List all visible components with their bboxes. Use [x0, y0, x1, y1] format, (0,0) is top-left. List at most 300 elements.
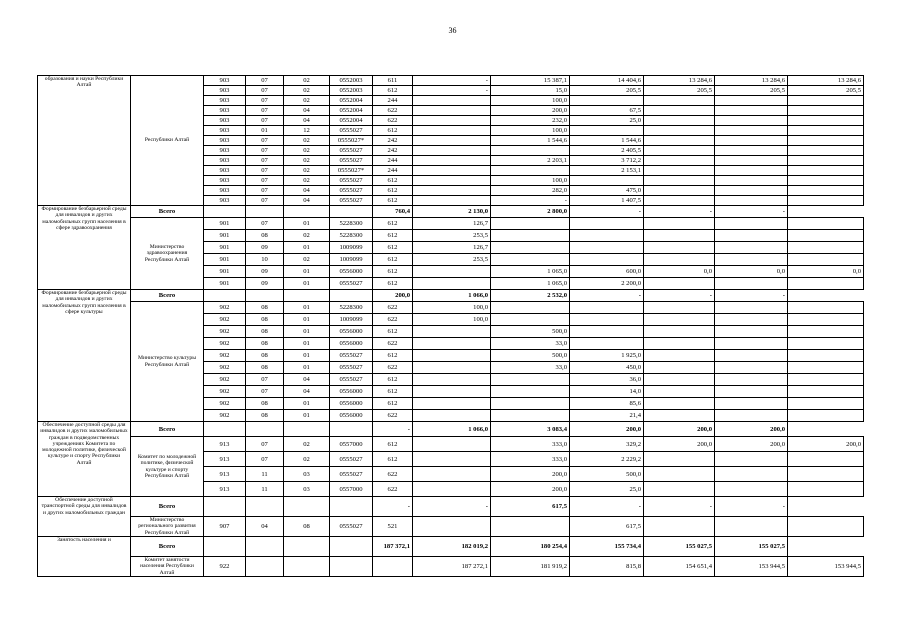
amount-cell — [644, 362, 715, 374]
amount-cell — [413, 386, 491, 398]
amount-cell: 13 284,6 — [788, 76, 864, 86]
code-cell: 902 — [204, 362, 246, 374]
code-cell: 07 — [246, 218, 284, 230]
amount-cell — [715, 338, 788, 350]
code-cell — [330, 557, 373, 577]
total-cell — [330, 290, 373, 302]
measure-cell: Формирование безбарьерной среды для инвалидов и других маломобильных групп населения в сфере здравоохранения — [38, 206, 131, 290]
code-cell: 913 — [204, 482, 246, 497]
amount-cell — [644, 326, 715, 338]
amount-cell — [644, 386, 715, 398]
amount-cell — [715, 156, 788, 166]
code-cell: 612 — [373, 218, 413, 230]
code-cell: 612 — [373, 176, 413, 186]
code-cell: 902 — [204, 326, 246, 338]
code-cell: 0555027 — [330, 362, 373, 374]
code-cell: 11 — [246, 467, 284, 482]
code-cell: 913 — [204, 452, 246, 467]
amount-cell: 475,0 — [570, 186, 644, 196]
total-row — [38, 497, 864, 517]
amount-cell: 153 944,5 — [715, 557, 788, 577]
total-cell — [246, 206, 284, 218]
total-cell: - — [373, 422, 413, 437]
amount-cell: 205,5 — [788, 86, 864, 96]
amount-cell — [715, 482, 788, 497]
amount-cell — [570, 218, 644, 230]
amount-cell — [491, 242, 570, 254]
amount-cell — [644, 136, 715, 146]
measure-cell: Занятость населения и — [38, 537, 131, 577]
amount-cell: 1 065,0 — [491, 266, 570, 278]
code-cell: 09 — [246, 266, 284, 278]
amount-cell — [788, 106, 864, 116]
code-cell: 902 — [204, 314, 246, 326]
amount-cell — [644, 278, 715, 290]
amount-cell — [715, 302, 788, 314]
total-cell — [246, 422, 284, 437]
code-cell: 08 — [246, 398, 284, 410]
code-cell: 07 — [246, 136, 284, 146]
total-cell: 182 019,2 — [413, 537, 491, 557]
code-cell: 07 — [246, 452, 284, 467]
total-cell: 200,0 — [644, 422, 715, 437]
total-cell: - — [570, 206, 644, 218]
code-cell: 08 — [284, 517, 330, 537]
code-cell: 612 — [373, 186, 413, 196]
code-cell: 903 — [204, 156, 246, 166]
executor-cell: Министерство регионального развития Республики Алтай — [131, 517, 204, 537]
amount-cell: 0,0 — [644, 266, 715, 278]
code-cell: 01 — [284, 362, 330, 374]
code-cell: 07 — [246, 116, 284, 126]
amount-cell — [788, 482, 864, 497]
measure-cell: Обеспечение доступной среды для инвалидов и других маломобильных граждан в подведомственных учреждениях Комитета по молодежной политике, физической культуре и спорту Республики Алтай — [38, 422, 131, 497]
amount-cell — [788, 254, 864, 266]
total-cell — [284, 537, 330, 557]
code-cell: 612 — [373, 126, 413, 136]
amount-cell: 500,0 — [491, 350, 570, 362]
code-cell: 903 — [204, 86, 246, 96]
amount-cell — [491, 146, 570, 156]
amount-cell — [644, 482, 715, 497]
amount-cell — [788, 326, 864, 338]
amount-cell: - — [413, 86, 491, 96]
code-cell: 0557000 — [330, 482, 373, 497]
total-cell: 2 532,0 — [491, 290, 570, 302]
code-cell: 622 — [373, 106, 413, 116]
amount-cell — [644, 96, 715, 106]
amount-cell: 14 404,6 — [570, 76, 644, 86]
table-row — [38, 302, 864, 314]
amount-cell — [788, 176, 864, 186]
code-cell: 04 — [284, 386, 330, 398]
code-cell: 612 — [373, 386, 413, 398]
amount-cell: 33,0 — [491, 338, 570, 350]
code-cell: 07 — [246, 76, 284, 86]
table-row — [38, 517, 864, 537]
code-cell: 5228300 — [330, 302, 373, 314]
amount-cell — [788, 517, 864, 537]
amount-cell: 25,0 — [570, 482, 644, 497]
code-cell: 611 — [373, 76, 413, 86]
code-cell: 07 — [246, 196, 284, 206]
total-label: Всего — [131, 497, 204, 517]
code-cell: 08 — [246, 314, 284, 326]
amount-cell: 100,0 — [413, 302, 491, 314]
amount-cell — [491, 398, 570, 410]
total-cell: - — [570, 497, 644, 517]
code-cell: 901 — [204, 230, 246, 242]
amount-cell: 14,0 — [570, 386, 644, 398]
amount-cell — [788, 136, 864, 146]
amount-cell — [715, 452, 788, 467]
code-cell: 02 — [284, 146, 330, 156]
code-cell: 07 — [246, 156, 284, 166]
amount-cell — [644, 452, 715, 467]
code-cell: 5228300 — [330, 230, 373, 242]
amount-cell: 100,0 — [491, 96, 570, 106]
amount-cell — [788, 278, 864, 290]
amount-cell — [413, 452, 491, 467]
total-cell — [246, 497, 284, 517]
code-cell: 04 — [284, 186, 330, 196]
code-cell: 01 — [284, 242, 330, 254]
code-cell: 612 — [373, 452, 413, 467]
page-number: 36 — [448, 26, 457, 35]
code-cell: 03 — [284, 482, 330, 497]
code-cell: 01 — [284, 314, 330, 326]
code-cell: 612 — [373, 350, 413, 362]
amount-cell — [491, 166, 570, 176]
measure-cell: Формирование безбарьерной среды для инвалидов и других маломобильных групп населения в сфере культуры — [38, 290, 131, 422]
code-cell: 02 — [284, 156, 330, 166]
amount-cell — [788, 186, 864, 196]
code-cell: 07 — [246, 146, 284, 156]
code-cell: 08 — [246, 302, 284, 314]
amount-cell — [570, 254, 644, 266]
amount-cell — [715, 314, 788, 326]
amount-cell — [413, 106, 491, 116]
amount-cell: 2 153,1 — [570, 166, 644, 176]
amount-cell — [491, 218, 570, 230]
code-cell: 0555027 — [330, 517, 373, 537]
amount-cell — [491, 386, 570, 398]
code-cell: 244 — [373, 96, 413, 106]
measure-cell: образования и науки Республики Алтай — [38, 76, 131, 206]
code-cell: 612 — [373, 266, 413, 278]
code-cell: 01 — [284, 350, 330, 362]
total-cell: 200,0 — [570, 422, 644, 437]
amount-cell: 333,0 — [491, 452, 570, 467]
code-cell: 11 — [246, 482, 284, 497]
code-cell: 0555027* — [330, 166, 373, 176]
amount-cell — [788, 156, 864, 166]
code-cell: 0556000 — [330, 410, 373, 422]
code-cell: 0555027 — [330, 126, 373, 136]
amount-cell — [715, 386, 788, 398]
code-cell: 5228300 — [330, 218, 373, 230]
amount-cell — [715, 146, 788, 156]
code-cell: 244 — [373, 166, 413, 176]
amount-cell: 15,0 — [491, 86, 570, 96]
amount-cell: 282,0 — [491, 186, 570, 196]
total-cell: 180 254,4 — [491, 537, 570, 557]
code-cell: 902 — [204, 374, 246, 386]
amount-cell — [788, 126, 864, 136]
code-cell: 08 — [246, 230, 284, 242]
amount-cell — [413, 156, 491, 166]
code-cell: 0555027 — [330, 452, 373, 467]
code-cell: 612 — [373, 230, 413, 242]
total-cell: 617,5 — [491, 497, 570, 517]
code-cell: 08 — [246, 362, 284, 374]
total-cell — [330, 206, 373, 218]
code-cell: 03 — [284, 467, 330, 482]
code-cell: 0552003 — [330, 86, 373, 96]
amount-cell: 200,0 — [491, 467, 570, 482]
amount-cell — [644, 196, 715, 206]
amount-cell: 200,0 — [715, 437, 788, 452]
executor-cell: Министерство культуры Республики Алтай — [131, 302, 204, 422]
amount-cell — [413, 338, 491, 350]
amount-cell — [413, 350, 491, 362]
code-cell: 622 — [373, 482, 413, 497]
amount-cell: 25,0 — [570, 116, 644, 126]
code-cell: 903 — [204, 116, 246, 126]
code-cell: 903 — [204, 196, 246, 206]
amount-cell: 21,4 — [570, 410, 644, 422]
amount-cell — [715, 278, 788, 290]
amount-cell — [413, 96, 491, 106]
code-cell: 242 — [373, 146, 413, 156]
code-cell: 622 — [373, 467, 413, 482]
total-cell: - — [644, 290, 715, 302]
code-cell: 01 — [284, 398, 330, 410]
amount-cell — [413, 196, 491, 206]
code-cell: 907 — [204, 517, 246, 537]
code-cell: 903 — [204, 186, 246, 196]
code-cell: 07 — [246, 86, 284, 96]
code-cell: 902 — [204, 302, 246, 314]
code-cell: 07 — [246, 96, 284, 106]
amount-cell: 200,0 — [644, 437, 715, 452]
total-cell: - — [644, 497, 715, 517]
code-cell: 0556000 — [330, 338, 373, 350]
amount-cell: 67,5 — [570, 106, 644, 116]
amount-cell — [715, 398, 788, 410]
amount-cell: 205,5 — [715, 86, 788, 96]
code-cell: 612 — [373, 398, 413, 410]
code-cell: 0552003 — [330, 76, 373, 86]
amount-cell — [644, 374, 715, 386]
code-cell: 01 — [284, 278, 330, 290]
total-cell — [204, 422, 246, 437]
amount-cell — [715, 254, 788, 266]
amount-cell — [644, 338, 715, 350]
amount-cell: 200,0 — [491, 482, 570, 497]
code-cell: 622 — [373, 338, 413, 350]
code-cell: 612 — [373, 242, 413, 254]
code-cell: 07 — [246, 437, 284, 452]
code-cell: 903 — [204, 126, 246, 136]
code-cell: 01 — [284, 218, 330, 230]
amount-cell — [570, 126, 644, 136]
amount-cell: 0,0 — [715, 266, 788, 278]
amount-cell — [715, 176, 788, 186]
amount-cell — [788, 386, 864, 398]
code-cell: 0556000 — [330, 386, 373, 398]
amount-cell — [788, 302, 864, 314]
code-cell: 913 — [204, 437, 246, 452]
code-cell: 622 — [373, 314, 413, 326]
code-cell: 01 — [246, 126, 284, 136]
code-cell: 903 — [204, 146, 246, 156]
amount-cell: 2 229,2 — [570, 452, 644, 467]
code-cell: 07 — [246, 176, 284, 186]
amount-cell — [413, 166, 491, 176]
code-cell: 07 — [246, 166, 284, 176]
amount-cell — [413, 437, 491, 452]
code-cell: 902 — [204, 410, 246, 422]
total-cell — [330, 422, 373, 437]
amount-cell: 100,0 — [413, 314, 491, 326]
code-cell: 01 — [284, 410, 330, 422]
code-cell: 07 — [246, 374, 284, 386]
amount-cell — [788, 410, 864, 422]
total-cell — [204, 206, 246, 218]
amount-cell — [715, 410, 788, 422]
total-label: Всего — [131, 206, 204, 218]
amount-cell — [644, 146, 715, 156]
amount-cell — [788, 96, 864, 106]
code-cell: 622 — [373, 362, 413, 374]
total-cell: 2 800,0 — [491, 206, 570, 218]
amount-cell — [715, 96, 788, 106]
amount-cell — [788, 230, 864, 242]
amount-cell: 205,5 — [644, 86, 715, 96]
code-cell: 02 — [284, 254, 330, 266]
code-cell: 02 — [284, 166, 330, 176]
amount-cell — [491, 314, 570, 326]
code-cell: 01 — [284, 338, 330, 350]
code-cell: 04 — [284, 374, 330, 386]
amount-cell — [413, 116, 491, 126]
amount-cell — [644, 314, 715, 326]
code-cell: 622 — [373, 410, 413, 422]
total-row — [38, 422, 864, 437]
amount-cell — [788, 196, 864, 206]
total-cell: 2 130,0 — [413, 206, 491, 218]
code-cell: 612 — [373, 374, 413, 386]
code-cell: 02 — [284, 176, 330, 186]
amount-cell — [715, 196, 788, 206]
total-cell — [284, 290, 330, 302]
code-cell: 1009099 — [330, 242, 373, 254]
code-cell: 08 — [246, 338, 284, 350]
amount-cell — [788, 116, 864, 126]
code-cell: 02 — [284, 86, 330, 96]
amount-cell — [715, 166, 788, 176]
total-cell — [204, 537, 246, 557]
amount-cell — [570, 242, 644, 254]
code-cell: 0555027 — [330, 186, 373, 196]
amount-cell — [715, 374, 788, 386]
amount-cell — [644, 410, 715, 422]
amount-cell — [788, 350, 864, 362]
code-cell: 242 — [373, 136, 413, 146]
total-cell: 155 027,5 — [715, 537, 788, 557]
code-cell: 913 — [204, 467, 246, 482]
total-cell — [204, 497, 246, 517]
total-cell: 200,0 — [715, 422, 788, 437]
amount-cell — [788, 362, 864, 374]
code-cell: 612 — [373, 254, 413, 266]
table-row — [38, 76, 864, 86]
amount-cell — [644, 166, 715, 176]
total-cell: - — [644, 206, 715, 218]
amount-cell — [788, 338, 864, 350]
amount-cell: 13 284,6 — [715, 76, 788, 86]
total-cell: 3 083,4 — [491, 422, 570, 437]
amount-cell: 500,0 — [491, 326, 570, 338]
code-cell: 922 — [204, 557, 246, 577]
total-label: Всего — [131, 290, 204, 302]
code-cell: 0555027 — [330, 156, 373, 166]
total-cell — [284, 206, 330, 218]
budget-table — [37, 75, 864, 577]
total-cell — [330, 537, 373, 557]
amount-cell: 200,0 — [491, 106, 570, 116]
amount-cell: 1 925,0 — [570, 350, 644, 362]
code-cell: 244 — [373, 156, 413, 166]
amount-cell: 329,2 — [570, 437, 644, 452]
amount-cell — [491, 374, 570, 386]
amount-cell — [715, 230, 788, 242]
total-cell — [284, 497, 330, 517]
code-cell: 07 — [246, 106, 284, 116]
total-cell: - — [413, 497, 491, 517]
amount-cell — [715, 242, 788, 254]
amount-cell — [570, 314, 644, 326]
amount-cell — [644, 156, 715, 166]
amount-cell — [715, 116, 788, 126]
code-cell: 0555027 — [330, 278, 373, 290]
amount-cell: 15 387,1 — [491, 76, 570, 86]
amount-cell — [715, 106, 788, 116]
amount-cell — [413, 136, 491, 146]
measure-cell: Обеспечение доступной транспортной среды для инвалидов и других маломобильных граждан — [38, 497, 131, 537]
code-cell: 01 — [284, 302, 330, 314]
amount-cell: 1 065,0 — [491, 278, 570, 290]
amount-cell — [413, 176, 491, 186]
code-cell: 1009099 — [330, 254, 373, 266]
amount-cell: 3 712,2 — [570, 156, 644, 166]
code-cell: 07 — [246, 386, 284, 398]
amount-cell: 13 284,6 — [644, 76, 715, 86]
code-cell: 612 — [373, 196, 413, 206]
amount-cell: 617,5 — [570, 517, 644, 537]
amount-cell: 181 919,2 — [491, 557, 570, 577]
table-row — [38, 218, 864, 230]
amount-cell — [491, 517, 570, 537]
amount-cell — [644, 116, 715, 126]
amount-cell — [715, 136, 788, 146]
total-cell: 1 066,0 — [413, 290, 491, 302]
total-row — [38, 537, 864, 557]
amount-cell: 36,0 — [570, 374, 644, 386]
amount-cell: 1 407,5 — [570, 196, 644, 206]
executor-cell: Министерство здравоохранения Республики Алтай — [131, 218, 204, 290]
